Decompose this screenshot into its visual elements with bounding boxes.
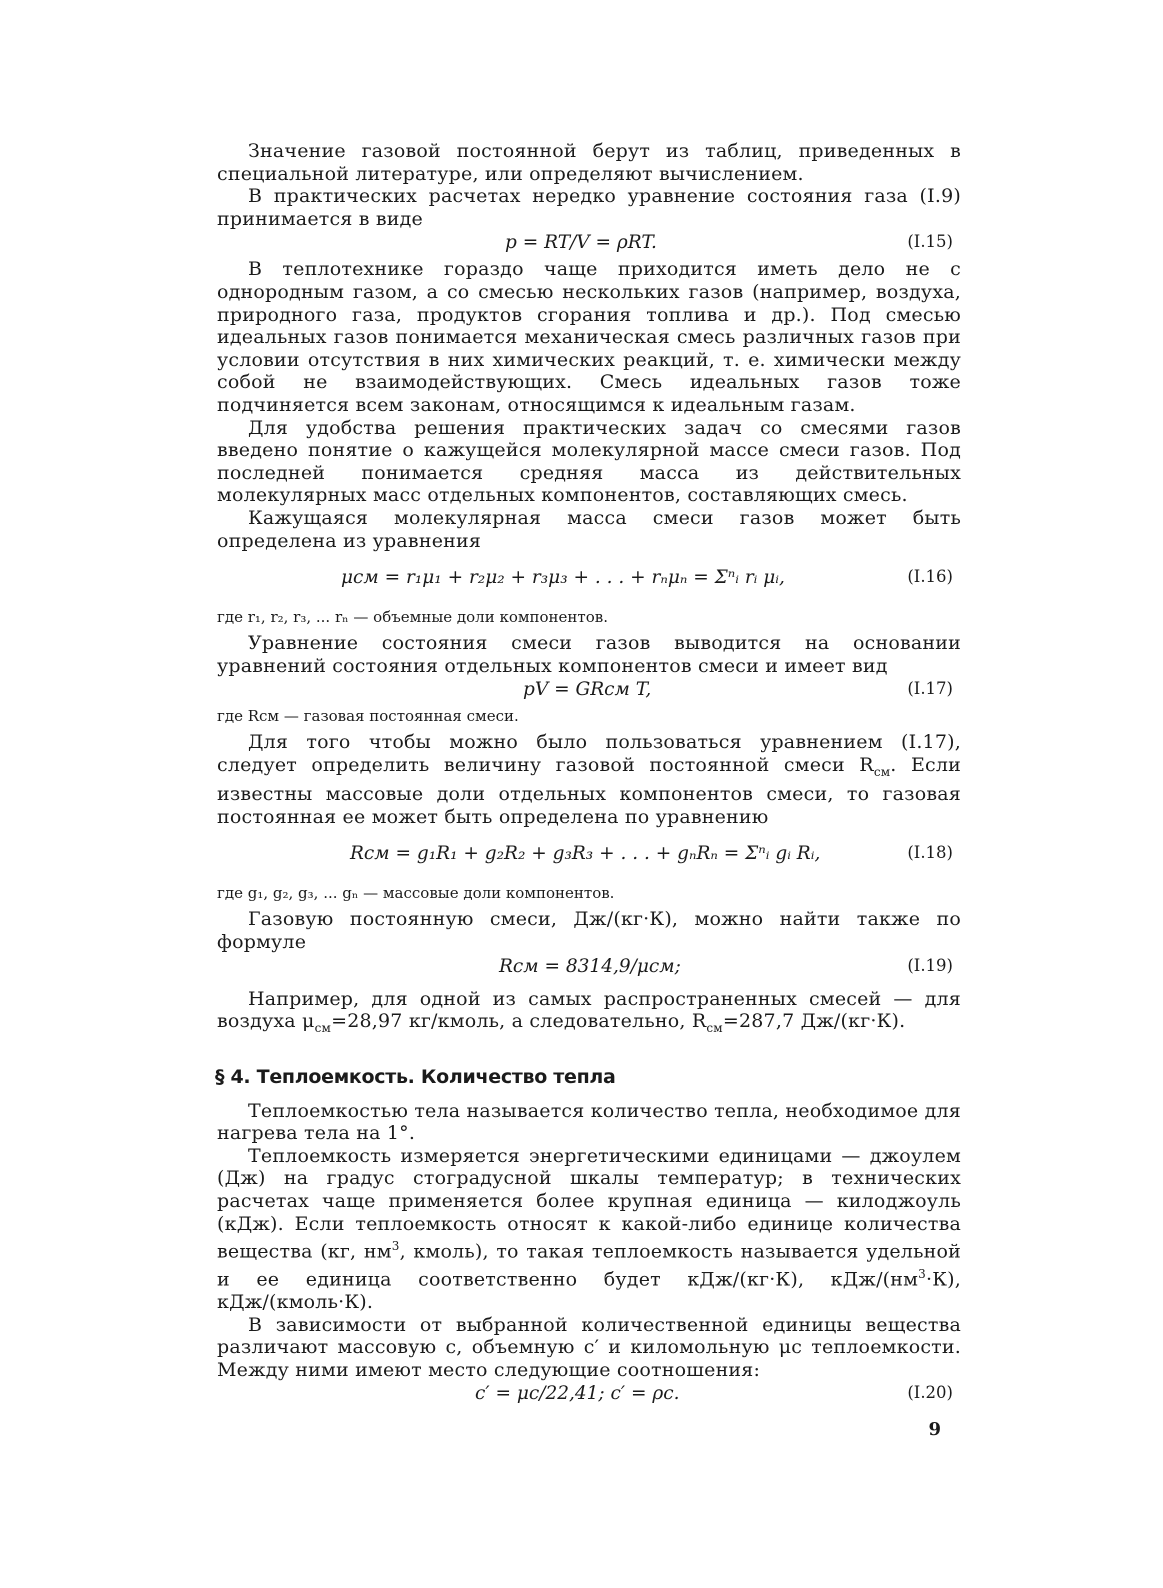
equation-i18 bbox=[217, 830, 961, 880]
paragraph: Теплоемкостью тела называется количество тепла, необходимое для нагрева тела на 1°. bbox=[217, 1099, 961, 1145]
paragraph: Уравнение состояния смеси газов выводится на основании уравнений состояния отдельных компонентов смеси и имеет вид bbox=[217, 632, 961, 677]
superscript: 3 bbox=[918, 1267, 926, 1282]
paragraph: В теплотехнике гораздо чаще приходится иметь дело не с однородным газом, а со смесью нескольких газов (например, воздуха, природного газа, продуктов сгорания топлива и др.). Под смесью идеальных газов понимается механическая смесь различных газов при условии отсутствия в них химических реакций, т. е. химически между собой не взаимодействующих. Смесь идеальных газов тоже подчиняется всем законам, относящимся к идеальным газам. bbox=[217, 258, 961, 416]
subscript: см bbox=[706, 1021, 723, 1036]
paragraph-text: =287,7 Дж/(кг·К). bbox=[722, 1010, 906, 1033]
equation-formula: c′ = μc/22,41; c′ = ρc. bbox=[475, 1383, 680, 1405]
paragraph: В практических расчетах нередко уравнение состояния газа (I.9) принимается в виде bbox=[217, 185, 961, 230]
equation-i17 bbox=[217, 679, 961, 703]
section-heading: § 4. Теплоемкость. Количество тепла bbox=[215, 1065, 616, 1088]
equation-i16 bbox=[217, 554, 961, 604]
superscript: 3 bbox=[391, 1239, 400, 1254]
paragraph: Значение газовой постоянной берут из таблиц, приведенных в специальной литературе, или определяют вычислением. bbox=[217, 140, 961, 185]
equation-number: (I.16) bbox=[907, 567, 953, 587]
equation-note: где Rсм — газовая постоянная смеси. bbox=[217, 707, 519, 726]
paragraph bbox=[217, 1145, 961, 1314]
page-number: 9 bbox=[928, 1419, 941, 1441]
paragraph-text: Теплоемкость измеряется энергетическими единицами — джоулем (Дж) на градус стоградусной шкалы температур; в технических расчетах чаще применяется более крупная единица — килоджоуль (кДж). Если теплоемкость относят к какой-либо единице количества вещества (кг, нм bbox=[217, 1144, 961, 1263]
equation-note: где r₁, r₂, r₃, ... rₙ — объемные доли компонентов. bbox=[217, 608, 608, 627]
equation-note: где g₁, g₂, g₃, ... gₙ — массовые доли компонентов. bbox=[217, 884, 615, 903]
equation-number: (I.17) bbox=[907, 679, 953, 699]
paragraph: Для удобства решения практических задач со смесями газов введено понятие о кажущейся молекулярной массе смеси газов. Под последней понимается средняя масса из действительных молекулярных масс отдельных компонентов, составляющих смесь. bbox=[217, 416, 961, 507]
paragraph bbox=[217, 731, 961, 828]
equation-number: (I.18) bbox=[907, 843, 953, 863]
paragraph-text: Для того чтобы можно было пользоваться уравнением (I.17), следует определить величину газовой постоянной смеси R bbox=[217, 731, 961, 776]
equation-number: (I.20) bbox=[907, 1383, 953, 1403]
page-footer bbox=[217, 1409, 961, 1443]
paragraph: В зависимости от выбранной количественной единицы вещества различают массовую c, объемную c′ и киломольную μc теплоемкости. Между ними имеют место следующие соотношения: bbox=[217, 1313, 961, 1381]
paragraph-text: Например, для одной из самых распространенных смесей — для воздуха μ bbox=[217, 987, 961, 1033]
equation-number: (I.15) bbox=[907, 232, 953, 252]
paragraph-text: ·К), кДж/(кмоль·К). bbox=[217, 1268, 961, 1314]
equation-formula: μсм = r₁μ₁ + r₂μ₂ + r₃μ₃ + . . . + rₙμₙ = Σⁿᵢ rᵢ μᵢ, bbox=[341, 567, 785, 589]
paragraph-text: . Если известны массовые доли отдельных компонентов смеси, то газовая постоянная ее может быть определена по уравнению bbox=[217, 753, 961, 828]
subscript: см bbox=[873, 764, 891, 779]
equation-formula: pV = GRсм T, bbox=[523, 679, 652, 701]
equation-formula: p = RT/V = ρRT. bbox=[505, 232, 657, 254]
paragraph-text: =28,97 кг/кмоль, а следовательно, R bbox=[331, 1010, 707, 1033]
paragraph: Газовую постоянную смеси, Дж/(кг·К), можно найти также по формуле bbox=[217, 908, 961, 954]
paragraph bbox=[217, 988, 961, 1040]
equation-i15 bbox=[217, 232, 961, 256]
equation-formula: Rсм = g₁R₁ + g₂R₂ + g₃R₃ + . . . + gₙRₙ = Σⁿᵢ gᵢ Rᵢ, bbox=[350, 843, 821, 865]
equation-number: (I.19) bbox=[907, 955, 953, 975]
equation-i19 bbox=[217, 956, 961, 980]
paragraph-text: , кмоль), то такая теплоемкость называется удельной и ее единица соответственно будет кДж/(кг·К), кДж/(нм bbox=[217, 1240, 961, 1291]
subscript: см bbox=[314, 1021, 332, 1036]
text-column bbox=[217, 140, 961, 1443]
equation-formula: Rсм = 8314,9/μсм; bbox=[499, 955, 681, 977]
paragraph: Кажущаяся молекулярная масса смеси газов может быть определена из уравнения bbox=[217, 506, 961, 552]
equation-i20 bbox=[217, 1383, 961, 1407]
